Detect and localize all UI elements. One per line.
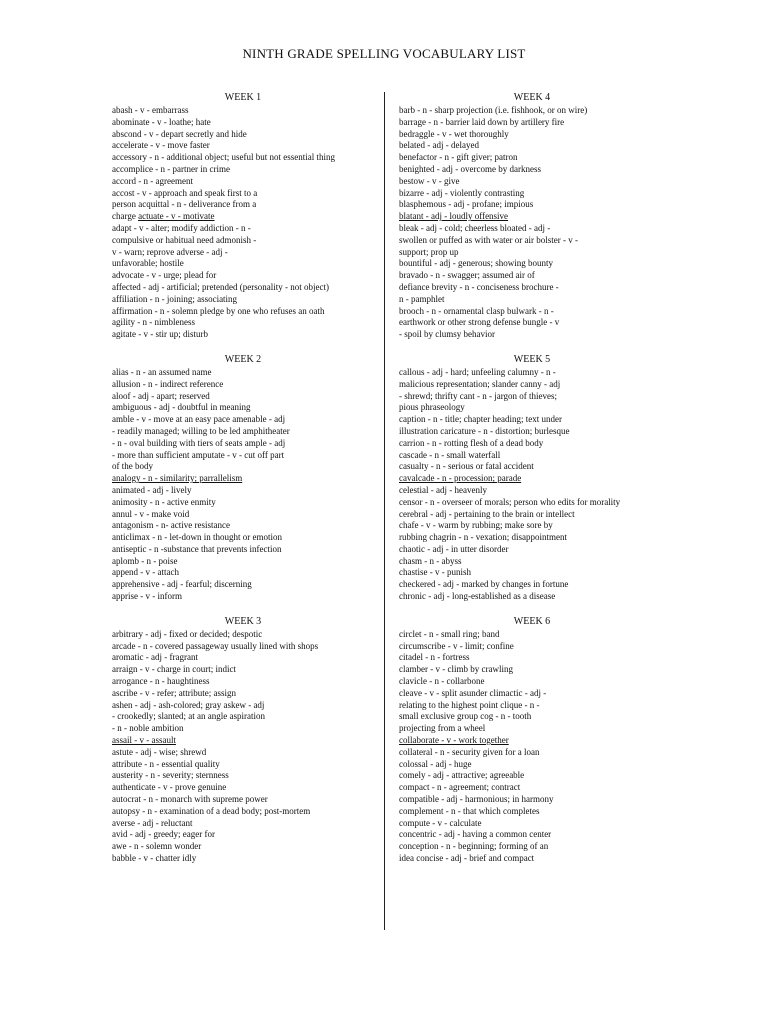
vocab-text: unfavorable; hostile <box>112 258 184 269</box>
underlined-vocab-text: blatant - adj - loudly offensive <box>399 211 509 222</box>
vocab-line <box>112 556 374 568</box>
left-column <box>112 92 374 878</box>
vocab-text: small exclusive group cog - n - tooth <box>399 711 532 722</box>
vocab-text: belated - adj - delayed <box>399 140 479 151</box>
vocab-line <box>399 829 665 841</box>
vocab-line <box>399 426 665 438</box>
vocab-line <box>399 579 665 591</box>
vocab-text: cleave - v - split asunder climactic - adj - <box>399 687 547 698</box>
vocab-text: barb - n - sharp projection (i.e. fishhook, or on wire) <box>399 105 588 115</box>
vocab-line <box>112 176 374 188</box>
vocab-text: accomplice - n - partner in crime <box>112 163 230 174</box>
vocab-line <box>399 105 665 117</box>
vocab-line <box>399 688 665 700</box>
vocab-text: bountiful - adj - generous; showing bounty <box>399 258 553 269</box>
column-divider <box>384 92 385 930</box>
vocab-line <box>399 747 665 759</box>
vocab-text: ambiguous - adj - doubtful in meaning <box>112 402 251 413</box>
vocab-text: circlet - n - small ring; band <box>399 628 500 639</box>
vocab-text: averse - adj - reluctant <box>112 817 193 828</box>
vocab-text: barrage - n - barrier laid down by artillery fire <box>399 116 565 127</box>
vocab-text: conception - n - beginning; forming of an <box>399 841 549 852</box>
vocab-line <box>112 688 374 700</box>
vocab-line <box>112 652 374 664</box>
vocab-text: apprise - v - inform <box>112 591 182 602</box>
vocab-text: projecting from a wheel <box>399 723 486 734</box>
underlined-vocab-text: cavalcade - n - procession; parade <box>399 473 522 484</box>
vocab-text: aloof - adj - apart; reserved <box>112 390 210 401</box>
vocab-line <box>112 700 374 712</box>
vocab-text: - readily managed; willing to be led amphitheater <box>112 425 290 436</box>
vocab-text: brooch - n - ornamental clasp bulwark - n - <box>399 305 554 316</box>
vocab-text: autocrat - n - monarch with supreme power <box>112 794 268 805</box>
underlined-vocab-text: assail - v - assault <box>112 735 176 746</box>
vocab-text: cascade - n - small waterfall <box>399 449 501 460</box>
vocab-text: append - v - attach <box>112 567 179 578</box>
vocab-text: astute - adj - wise; shrewd <box>112 746 207 757</box>
vocab-text: adapt - v - alter; modify addiction - n - <box>112 222 251 233</box>
vocab-line <box>112 782 374 794</box>
vocab-text: concentric - adj - having a common center <box>399 829 552 840</box>
vocab-text: affirmation - n - solemn pledge by one who refuses an oath <box>112 305 325 316</box>
vocab-text: avid - adj - greedy; eager for <box>112 829 215 840</box>
vocab-text: compact - n - agreement; contract <box>399 782 521 793</box>
vocab-line <box>112 723 374 735</box>
vocab-text: chafe - v - warm by rubbing; make sore by <box>399 520 553 531</box>
vocab-text: attribute - n - essential quality <box>112 758 220 769</box>
vocab-line <box>112 579 374 591</box>
vocab-line <box>112 509 374 521</box>
vocab-text: casualty - n - serious or fatal accident <box>399 461 534 472</box>
vocab-line <box>112 129 374 141</box>
vocab-line <box>112 770 374 782</box>
vocab-line <box>112 629 374 641</box>
vocab-line <box>399 641 665 653</box>
vocab-line <box>399 532 665 544</box>
vocab-text: chronic - adj - long-established as a disease <box>399 591 556 602</box>
vocab-line <box>399 414 665 426</box>
vocab-text: compatible - adj - harmonious; in harmony <box>399 794 554 805</box>
vocab-text: abominate - v - loathe; hate <box>112 116 211 127</box>
vocab-line <box>399 391 665 403</box>
vocab-text: accessory - n - additional object; useful but not essential thing <box>112 152 335 163</box>
vocab-line <box>399 711 665 723</box>
week-heading: WEEK 1 <box>224 92 262 103</box>
vocab-text: colossal - adj - huge <box>399 758 472 769</box>
vocab-text: aplomb - n - poise <box>112 555 178 566</box>
week-section <box>399 354 665 603</box>
vocab-line <box>112 414 374 426</box>
vocab-text: v - warn; reprove adverse - adj - <box>112 246 228 257</box>
vocab-text: arbitrary - adj - fixed or decided; despotic <box>112 628 263 639</box>
vocab-line <box>112 520 374 532</box>
vocab-text: clamber - v - climb by crawling <box>399 664 513 675</box>
vocab-text: callous - adj - hard; unfeeling calumny - n - <box>399 366 556 377</box>
underlined-vocab-text: analogy - n - similarity; parrallelism <box>112 473 243 484</box>
vocab-line <box>399 473 665 485</box>
vocab-line <box>112 497 374 509</box>
vocab-text: arcade - n - covered passageway usually lined with shops <box>112 640 319 651</box>
vocab-line <box>112 426 374 438</box>
vocab-text: amble - v - move at an easy pace amenable - adj <box>112 414 286 425</box>
vocab-line <box>112 282 374 294</box>
vocab-text: ascribe - v - refer; attribute; assign <box>112 687 236 698</box>
vocab-text: cerebral - adj - pertaining to the brain or intellect <box>399 508 575 519</box>
vocab-line <box>399 176 665 188</box>
vocab-line <box>399 700 665 712</box>
vocab-text: citadel - n - fortress <box>399 652 470 663</box>
right-column <box>399 92 665 878</box>
vocab-text: - n - noble ambition <box>112 723 184 734</box>
vocab-line <box>399 164 665 176</box>
vocab-line <box>112 759 374 771</box>
week-section <box>112 92 374 341</box>
vocab-text: bleak - adj - cold; cheerless bloated - adj - <box>399 222 551 233</box>
vocab-text: austerity - n - severity; sternness <box>112 770 229 781</box>
vocab-text: agitate - v - stir up; disturb <box>112 329 208 340</box>
vocab-line <box>399 509 665 521</box>
vocab-line <box>399 556 665 568</box>
vocab-line <box>399 450 665 462</box>
vocab-line <box>399 117 665 129</box>
vocab-line <box>112 794 374 806</box>
vocab-text: bedraggle - v - wet thoroughly <box>399 128 509 139</box>
vocab-text: accost - v - approach and speak first to a <box>112 187 258 198</box>
vocab-text: apprehensive - adj - fearful; discerning <box>112 579 252 590</box>
vocab-line <box>112 735 374 747</box>
vocab-line <box>112 140 374 152</box>
vocab-line <box>112 391 374 403</box>
week-heading: WEEK 2 <box>224 353 262 365</box>
vocab-line <box>399 294 665 306</box>
vocab-text: malicious representation; slander canny - adj <box>399 378 561 389</box>
vocab-text: celestial - adj - heavenly <box>399 484 487 495</box>
vocab-line <box>112 306 374 318</box>
vocab-line <box>399 438 665 450</box>
vocab-text: defiance brevity - n - conciseness brochure - <box>399 281 559 292</box>
vocab-line <box>112 544 374 556</box>
vocab-text: affiliation - n - joining; associating <box>112 293 238 304</box>
vocab-text: - crookedly; slanted; at an angle aspiration <box>112 711 265 722</box>
week-heading: WEEK 6 <box>513 615 551 627</box>
vocab-line <box>399 629 665 641</box>
vocab-line <box>112 199 374 211</box>
vocab-line <box>399 152 665 164</box>
vocab-line <box>399 806 665 818</box>
vocab-text: checkered - adj - marked by changes in fortune <box>399 579 569 590</box>
vocab-text: carrion - n - rotting flesh of a dead body <box>399 437 544 448</box>
vocab-text: caption - n - title; chapter heading; text under <box>399 414 562 425</box>
vocab-text: authenticate - v - prove genuine <box>112 782 227 793</box>
vocab-text: agility - n - nimbleness <box>112 317 195 328</box>
vocab-line <box>112 747 374 759</box>
vocab-text: relating to the highest point clique - n - <box>399 699 540 710</box>
vocab-line <box>399 199 665 211</box>
vocab-line <box>112 829 374 841</box>
vocab-line <box>399 317 665 329</box>
vocab-text: benefactor - n - gift giver; patron <box>399 152 518 163</box>
vocab-line <box>112 450 374 462</box>
vocab-line <box>399 841 665 853</box>
week-section <box>112 616 374 865</box>
vocab-text: bestow - v - give <box>399 175 460 186</box>
vocab-line <box>112 438 374 450</box>
vocab-line <box>112 223 374 235</box>
vocab-line <box>399 567 665 579</box>
vocab-text: idea concise - adj - brief and compact <box>399 853 535 864</box>
vocab-text: pious phraseology <box>399 402 465 413</box>
vocab-line <box>399 402 665 414</box>
vocab-text: aromatic - adj - fragrant <box>112 652 198 663</box>
vocab-text: anticlimax - n - let-down in thought or emotion <box>112 532 282 543</box>
vocab-line <box>112 317 374 329</box>
week-heading: WEEK 4 <box>513 92 551 103</box>
vocab-line <box>112 853 374 865</box>
vocab-line <box>112 235 374 247</box>
vocab-text: arrogance - n - haughtiness <box>112 676 210 687</box>
vocab-line <box>112 806 374 818</box>
vocab-text: babble - v - chatter idly <box>112 853 197 864</box>
page-title: NINTH GRADE SPELLING VOCABULARY LIST <box>242 46 526 61</box>
vocab-line <box>112 164 374 176</box>
vocab-line <box>112 532 374 544</box>
vocab-line <box>112 258 374 270</box>
vocab-line <box>112 818 374 830</box>
vocab-text: clavicle - n - collarbone <box>399 676 485 687</box>
vocab-text: censor - n - overseer of morals; person who edits for morality <box>399 496 621 507</box>
vocab-text: affected - adj - artificial; pretended (personality - not object) <box>112 281 329 292</box>
vocab-line <box>399 794 665 806</box>
vocab-line <box>112 461 374 473</box>
vocab-line <box>112 367 374 379</box>
vocab-line <box>112 152 374 164</box>
vocab-line <box>112 247 374 259</box>
vocab-line <box>112 294 374 306</box>
vocab-line <box>112 485 374 497</box>
vocab-text: illustration caricature - n - distortion; burlesque <box>399 425 570 436</box>
vocab-text: advocate - v - urge; plead for <box>112 270 217 281</box>
vocab-line <box>399 258 665 270</box>
vocab-text: support; prop up <box>399 246 459 257</box>
vocab-text: bravado - n - swagger; assumed air of <box>399 270 535 281</box>
vocab-line <box>399 770 665 782</box>
vocab-line <box>112 591 374 603</box>
vocab-line <box>399 759 665 771</box>
vocab-line <box>399 544 665 556</box>
vocab-line <box>112 211 374 223</box>
vocab-line <box>112 567 374 579</box>
vocab-text: alias - n - an assumed name <box>112 366 212 377</box>
vocab-text: circumscribe - v - limit; confine <box>399 640 514 651</box>
vocab-line <box>399 223 665 235</box>
vocab-line <box>112 664 374 676</box>
vocab-text: - n - oval building with tiers of seats ample - adj <box>112 437 286 448</box>
vocab-text: blasphemous - adj - profane; impious <box>399 199 534 210</box>
vocab-line <box>112 379 374 391</box>
vocab-text: abscond - v - depart secretly and hide <box>112 128 247 139</box>
vocab-text: of the body <box>112 461 153 472</box>
vocab-line <box>399 379 665 391</box>
vocab-text: swollen or puffed as with water or air bolster - v - <box>399 234 579 245</box>
vocab-text: - more than sufficient amputate - v - cut off part <box>112 449 285 460</box>
vocab-line <box>112 473 374 485</box>
vocab-line <box>112 188 374 200</box>
vocab-text: antiseptic - n -substance that prevents infection <box>112 543 282 554</box>
vocab-text: benighted - adj - overcome by darkness <box>399 163 541 174</box>
vocab-text: comely - adj - attractive; agreeable <box>399 770 525 781</box>
vocab-line <box>112 329 374 341</box>
vocab-text: rubbing chagrin - n - vexation; disappointment <box>399 532 567 543</box>
vocab-line <box>112 105 374 117</box>
vocab-line <box>399 282 665 294</box>
vocab-line <box>399 520 665 532</box>
vocab-line <box>399 818 665 830</box>
vocab-line <box>112 841 374 853</box>
vocab-text: accord - n - agreement <box>112 175 193 186</box>
vocab-line <box>399 129 665 141</box>
vocab-line <box>399 188 665 200</box>
underlined-vocab-text: actuate - v - motivate <box>138 211 215 222</box>
week-section <box>399 616 665 865</box>
vocab-text: earthwork or other strong defense bungle - v <box>399 317 560 328</box>
vocab-text: autopsy - n - examination of a dead body; post-mortem <box>112 805 311 816</box>
vocab-line <box>399 306 665 318</box>
underlined-vocab-text: collaborate - v - work together <box>399 735 509 746</box>
vocab-line <box>112 117 374 129</box>
vocab-text: chasm - n - abyss <box>399 555 462 566</box>
vocab-text: abash - v - embarrass <box>112 105 189 115</box>
vocab-line <box>112 402 374 414</box>
vocab-text: compulsive or habitual need admonish - <box>112 234 257 245</box>
week-section <box>112 354 374 603</box>
vocab-text: chastise - v - punish <box>399 567 471 578</box>
vocab-text: person acquittal - n - deliverance from a <box>112 199 257 210</box>
vocab-text: n - pamphlet <box>399 293 445 304</box>
vocab-line <box>399 235 665 247</box>
vocab-text: chaotic - adj - in utter disorder <box>399 543 509 554</box>
vocab-text: compute - v - calculate <box>399 817 482 828</box>
vocab-text: animated - adj - lively <box>112 484 192 495</box>
vocab-line <box>399 735 665 747</box>
vocab-text: awe - n - solemn wonder <box>112 841 202 852</box>
week-section <box>399 92 665 341</box>
week-heading: WEEK 3 <box>224 615 262 627</box>
vocab-line <box>112 676 374 688</box>
vocab-line <box>399 211 665 223</box>
vocab-line <box>399 485 665 497</box>
vocab-text: bizarre - adj - violently contrasting <box>399 187 525 198</box>
vocab-text: arraign - v - charge in court; indict <box>112 664 237 675</box>
vocab-line <box>112 641 374 653</box>
vocab-line <box>399 782 665 794</box>
vocab-line <box>399 329 665 341</box>
vocab-line <box>399 140 665 152</box>
vocab-text: collateral - n - security given for a loan <box>399 746 540 757</box>
vocab-text: annul - v - make void <box>112 508 190 519</box>
vocab-line <box>399 247 665 259</box>
vocab-line <box>399 461 665 473</box>
vocab-text: animosity - n - active enmity <box>112 496 216 507</box>
vocab-text: charge <box>112 211 139 222</box>
vocab-line <box>399 676 665 688</box>
vocab-text: accelerate - v - move faster <box>112 140 210 151</box>
vocab-text: allusion - n - indirect reference <box>112 378 224 389</box>
vocab-text: - spoil by clumsy behavior <box>399 329 495 340</box>
vocab-line <box>399 270 665 282</box>
vocab-text: - shrewd; thrifty cant - n - jargon of thieves; <box>399 390 558 401</box>
vocab-line <box>399 367 665 379</box>
vocab-line <box>399 664 665 676</box>
vocab-line <box>399 853 665 865</box>
vocab-text: ashen - adj - ash-colored; gray askew - adj <box>112 699 265 710</box>
vocab-text: complement - n - that which completes <box>399 805 540 816</box>
vocab-line <box>399 652 665 664</box>
vocab-line <box>112 711 374 723</box>
vocab-line <box>399 723 665 735</box>
vocab-line <box>399 497 665 509</box>
vocab-line <box>112 270 374 282</box>
vocab-text: antagonism - n- active resistance <box>112 520 230 531</box>
vocab-line <box>399 591 665 603</box>
week-heading: WEEK 5 <box>513 353 551 365</box>
